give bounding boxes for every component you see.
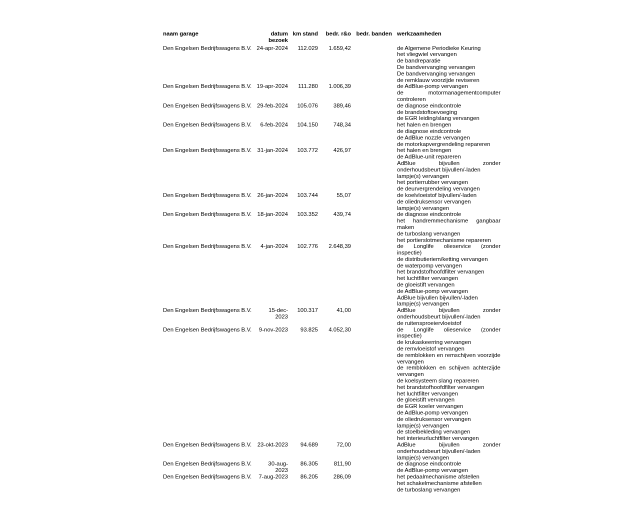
work-item: de AdBlue-pomp vervangen [397,288,468,295]
visit-date-cell: 24-apr-2024 [256,45,288,52]
odometer-cell: 93.825 [300,326,318,333]
work-item: lampje(s) vervangen [397,173,450,180]
work-item: de AdBlue-pomp vervangen [397,467,468,474]
work-item: de ruitensproeiervloeistof [397,320,462,327]
table-row [163,461,501,474]
work-item: lampje(s) vervangen [397,454,450,461]
odometer-cell: 86.305 [300,461,318,468]
work-items-cell [394,84,501,103]
amount-tires-cell [353,244,394,308]
visit-date-cell: 9-nov-2023 [258,326,288,333]
work-item: het pedaalmechanisme afstellen [397,473,480,480]
amount-repair-cell: 426,97 [333,147,351,154]
work-item: de koelsysteem slang repareren [397,378,479,385]
odometer-cell: 104.150 [297,122,318,129]
work-item: de distributieriem/ketting vervangen [397,256,488,263]
garage-name-cell: Den Engelsen Bedrijfswagens B.V. [163,147,252,154]
work-item: de turboslang vervangen [397,230,461,237]
amount-tires-cell [353,103,394,122]
work-item: het halen en brengen [397,122,452,129]
amount-repair-cell: 55,07 [336,192,351,199]
work-items-cell [394,474,501,493]
work-items-cell [394,244,501,308]
odometer-cell: 111.280 [298,83,318,90]
table-row [163,474,501,493]
amount-repair-cell: 286,09 [333,473,351,480]
amount-tires-cell [353,122,394,148]
odometer-cell: 112.029 [297,45,318,52]
work-item: de oliedruksensor vervangen [397,416,471,423]
garage-name-cell: Den Engelsen Bedrijfswagens B.V. [163,192,252,199]
work-item: het brandstofhoofdfilter vervangen [397,384,485,391]
garage-name-cell: Den Engelsen Bedrijfswagens B.V. [163,442,252,448]
work-items-cell [394,45,501,83]
amount-repair-cell: 41,00 [336,307,351,314]
work-item: de AdBlue-pomp vervangen [397,83,468,90]
work-item: AdBlue bijvullen zonder onderhoudsbeurt bijvullen/-laden [397,160,501,173]
work-item: de remblokken en schijven achterzijde vervangen [397,365,501,378]
work-item: de waterpomp vervangen [397,262,462,269]
visit-date-cell: 6-feb-2024 [260,122,288,129]
work-item: de EGR leiding/slang vervangen [397,115,480,122]
work-items-cell [394,103,501,122]
garage-name-cell: Den Engelsen Bedrijfswagens B.V. [163,326,252,333]
amount-repair-cell: 389,46 [333,102,351,109]
table-row [163,45,501,83]
visit-date-cell: 19-apr-2024 [256,83,288,90]
odometer-cell: 102.776 [297,243,318,250]
garage-name-cell: Den Engelsen Bedrijfswagens B.V. [163,473,252,480]
work-item: de EGR koeler vervangen [397,403,464,410]
odometer-cell: 105.076 [297,102,318,109]
odometer-cell: 103.352 [297,211,318,218]
amount-repair-cell: 2.648,39 [328,243,351,250]
visit-date-cell: 26-jan-2024 [257,192,288,199]
table-row [163,148,501,193]
work-items-cell [394,308,501,327]
odometer-cell: 103.772 [297,147,318,154]
amount-tires-cell [353,461,394,474]
amount-repair-cell: 439,74 [333,211,351,218]
work-item: de gloeistift vervangen [397,282,455,289]
work-item: de bandreparatie [397,58,441,65]
work-item: AdBlue bijvullen bijvullen/-laden [397,294,478,301]
column-header-werkzaamheden: werkzaamheden [397,31,442,37]
work-item: de Longlife olieservice (zonder inspectie) [397,243,501,257]
visit-date-cell: 30-aug-2023 [268,461,288,474]
work-item: het portierslotmechanisme repareren [397,237,491,244]
work-item: het handremmechanisme gangbaar maken [397,218,501,231]
amount-repair-cell: 1.006,39 [328,83,351,90]
column-header-km-stand: km stand [292,31,318,37]
garage-name-cell: Den Engelsen Bedrijfswagens B.V. [163,45,252,52]
table-row [163,84,501,103]
amount-repair-cell: 748,34 [333,122,351,129]
visit-date-cell: 23-okt-2023 [257,442,288,448]
work-item: de remvloeistof vervangen [397,346,465,353]
amount-repair-cell: 4.052,30 [328,326,351,333]
table-row [163,327,501,442]
work-item: de remblokken en remschijven voorzijde vervangen [397,352,501,365]
garage-name-cell: Den Engelsen Bedrijfswagens B.V. [163,211,252,218]
visit-date-cell: 7-aug-2023 [258,473,288,480]
report-page [0,31,640,511]
column-header-bedr-ro: bedr. r&o [325,31,351,37]
work-item: De bandvervanging vervangen [397,70,476,77]
table-body [163,45,501,493]
visit-date-cell: 15-dec-2023 [268,307,288,321]
garage-name-cell: Den Engelsen Bedrijfswagens B.V. [163,122,252,129]
work-items-cell [394,192,501,211]
work-item: de motorkapvergrendeling repareren [397,141,491,148]
work-item: de gloeistift vervangen [397,397,455,404]
work-item: de turboslang vervangen [397,486,461,493]
work-item: de koelvloeistof bijvullen/-laden [397,192,477,199]
work-item: lampje(s) vervangen [397,422,450,429]
work-item: de AdBlue-unit repareren [397,154,461,161]
visit-date-cell: 31-jan-2024 [257,147,288,154]
garage-name-cell: Den Engelsen Bedrijfswagens B.V. [163,102,252,109]
visit-date-cell: 4-jan-2024 [260,243,288,250]
work-item: de AdBlue-pomp vervangen [397,410,468,417]
work-item: AdBlue bijvullen zonder onderhoudsbeurt bijvullen/-laden [397,442,501,455]
work-items-cell [394,461,501,474]
work-item: het brandstofhoofdfilter vervangen [397,269,485,276]
garage-name-cell: Den Engelsen Bedrijfswagens B.V. [163,83,252,90]
work-item: de Algemene Periodieke Keuring [397,45,481,52]
work-item: lampje(s) vervangen [397,205,450,212]
amount-tires-cell [353,148,394,193]
amount-tires-cell [353,308,394,327]
work-item: het portierrubber vervangen [397,179,468,186]
amount-tires-cell [353,327,394,442]
work-item: de AdBlue nozzle vervangen [397,134,470,141]
work-item: de oliedruksensor vervangen [397,198,471,205]
garage-name-cell: Den Engelsen Bedrijfswagens B.V. [163,461,252,468]
table-header-row [163,31,501,45]
work-item: de deurvergrendeling vervangen [397,186,480,193]
work-item: de diagnose eindcontrole [397,102,462,109]
work-item: de Longlife olieservice (zonder inspectie) [397,326,501,340]
garage-name-cell: Den Engelsen Bedrijfswagens B.V. [163,307,252,314]
amount-tires-cell [353,474,394,493]
work-item: De bandvervanging vervangen [397,64,476,71]
visit-date-cell: 29-feb-2024 [256,102,288,109]
work-item: het luchtfilter vervangen [397,390,459,397]
visit-date-cell: 18-jan-2024 [257,211,288,218]
work-items-cell [394,442,501,461]
table-header [163,31,501,45]
table-row [163,192,501,211]
work-item: de motormanagementcomputer controleren [397,90,501,103]
work-item: de remklauw voorzijde reviseren [397,77,480,84]
table-row [163,122,501,148]
amount-repair-cell: 1.659,42 [328,45,351,52]
amount-tires-cell [353,45,394,83]
table-row [163,212,501,244]
amount-tires-cell [353,192,394,211]
amount-repair-cell: 72,00 [336,442,351,448]
amount-repair-cell: 811,90 [333,461,351,468]
amount-tires-cell [353,212,394,244]
work-item: het halen en brengen [397,147,452,154]
work-item: de brandstoftoevoeging [397,109,458,116]
garage-name-cell: Den Engelsen Bedrijfswagens B.V. [163,243,252,250]
work-item: de diagnose eindcontrole [397,211,462,218]
work-item: lampje(s) vervangen [397,301,450,308]
table-row [163,442,501,461]
table-row [163,103,501,122]
column-header-datum-bezoek: datum bezoek [268,31,288,44]
column-header-bedr-banden: bedr. banden [356,31,392,37]
work-item: AdBlue bijvullen zonder onderhoudsbeurt bijvullen/-laden [397,307,501,321]
amount-tires-cell [353,84,394,103]
column-header-naam-garage: naam garage [163,31,199,37]
work-item: de krukaskeerring vervangen [397,339,472,346]
work-items-cell [394,327,501,442]
maintenance-history-table [163,31,501,493]
work-item: het vliegwiel vervangen [397,51,457,58]
odometer-cell: 100.317 [297,307,318,314]
work-items-cell [394,148,501,193]
work-item: de diagnose eindcontrole [397,128,462,135]
amount-tires-cell [353,442,394,461]
work-items-cell [394,122,501,148]
table-row [163,244,501,308]
work-items-cell [394,212,501,244]
odometer-cell: 86.205 [300,473,318,480]
work-item: het luchtfilter vervangen [397,275,459,282]
odometer-cell: 94.689 [300,442,318,448]
work-item: het interieurluchtfilter vervangen [397,435,479,442]
odometer-cell: 103.744 [297,192,318,199]
work-item: de stoelbekleding vervangen [397,429,471,436]
work-item: het schakelmechanisme afstellen [397,480,482,487]
work-item: de diagnose eindcontrole [397,461,462,468]
table-row [163,308,501,327]
